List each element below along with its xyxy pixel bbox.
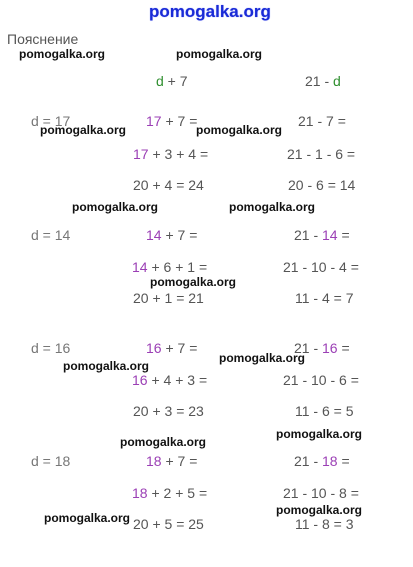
- left-line-3: 20 + 1 = 21: [133, 290, 204, 306]
- right-line-1: 21 - 18 =: [294, 453, 350, 469]
- substituted-value: 16: [132, 372, 148, 388]
- substituted-value: 17: [146, 113, 162, 129]
- variable-d: d: [333, 73, 341, 89]
- watermark: pomogalka.org: [120, 435, 207, 449]
- watermark: pomogalka.org: [44, 511, 131, 525]
- substituted-value: 14: [322, 227, 338, 243]
- left-line-3: 20 + 4 = 24: [133, 177, 204, 193]
- right-line-2: 21 - 10 - 8 =: [283, 485, 359, 501]
- substituted-value: 16: [322, 340, 338, 356]
- watermark: pomogalka.org: [276, 427, 363, 441]
- left-line-1: 14 + 7 =: [146, 227, 198, 243]
- block-label: d = 17: [31, 113, 71, 129]
- substituted-value: 16: [146, 340, 162, 356]
- watermark: pomogalka.org: [19, 47, 106, 61]
- right-line-1: 21 - 7 =: [298, 113, 346, 129]
- watermark: pomogalka.org: [72, 200, 159, 214]
- left-line-2: 18 + 2 + 5 =: [132, 485, 208, 501]
- right-line-3: 11 - 4 = 7: [295, 290, 354, 306]
- left-line-1: 17 + 7 =: [146, 113, 198, 129]
- header-left-rest: + 7: [163, 73, 188, 89]
- watermark: pomogalka.org: [176, 47, 263, 61]
- right-line-2: 21 - 10 - 6 =: [283, 372, 359, 388]
- left-line-2: 14 + 6 + 1 =: [132, 259, 208, 275]
- substituted-value: 18: [132, 485, 148, 501]
- watermark: pomogalka.org: [276, 503, 363, 517]
- left-line-3: 20 + 3 = 23: [133, 403, 204, 419]
- column-header-left: [156, 74, 188, 88]
- substituted-value: 14: [132, 259, 148, 275]
- block-label: d = 16: [31, 340, 71, 356]
- right-line-1: 21 - 14 =: [294, 227, 350, 243]
- right-line-3: 11 - 6 = 5: [295, 403, 354, 419]
- substituted-value: 17: [133, 146, 149, 162]
- left-line-2: 16 + 4 + 3 =: [132, 372, 208, 388]
- watermark: pomogalka.org: [63, 359, 150, 373]
- watermark: pomogalka.org: [196, 123, 283, 137]
- right-line-3: 20 - 6 = 14: [288, 177, 356, 193]
- watermark: pomogalka.org: [219, 351, 306, 365]
- header-right-rest: 21 -: [305, 73, 334, 89]
- right-line-2: 21 - 10 - 4 =: [283, 259, 359, 275]
- left-line-3: 20 + 5 = 25: [133, 516, 204, 532]
- variable-d: d: [156, 73, 164, 89]
- right-line-2: 21 - 1 - 6 =: [287, 146, 356, 162]
- substituted-value: 14: [146, 227, 162, 243]
- watermark: pomogalka.org: [40, 123, 127, 137]
- substituted-value: 18: [322, 453, 338, 469]
- left-line-2: 17 + 3 + 4 =: [133, 146, 209, 162]
- watermark: pomogalka.org: [229, 200, 316, 214]
- right-line-1: 21 - 16 =: [294, 340, 350, 356]
- column-header-right: [305, 74, 341, 88]
- left-line-1: 16 + 7 =: [146, 340, 198, 356]
- watermark: pomogalka.org: [150, 275, 237, 289]
- section-title: Пояснение: [7, 31, 79, 47]
- site-title: pomogalka.org: [149, 2, 271, 21]
- left-line-1: 18 + 7 =: [146, 453, 198, 469]
- block-label: d = 14: [31, 227, 71, 243]
- right-line-3: 11 - 8 = 3: [295, 516, 354, 532]
- substituted-value: 18: [146, 453, 162, 469]
- block-label: d = 18: [31, 453, 71, 469]
